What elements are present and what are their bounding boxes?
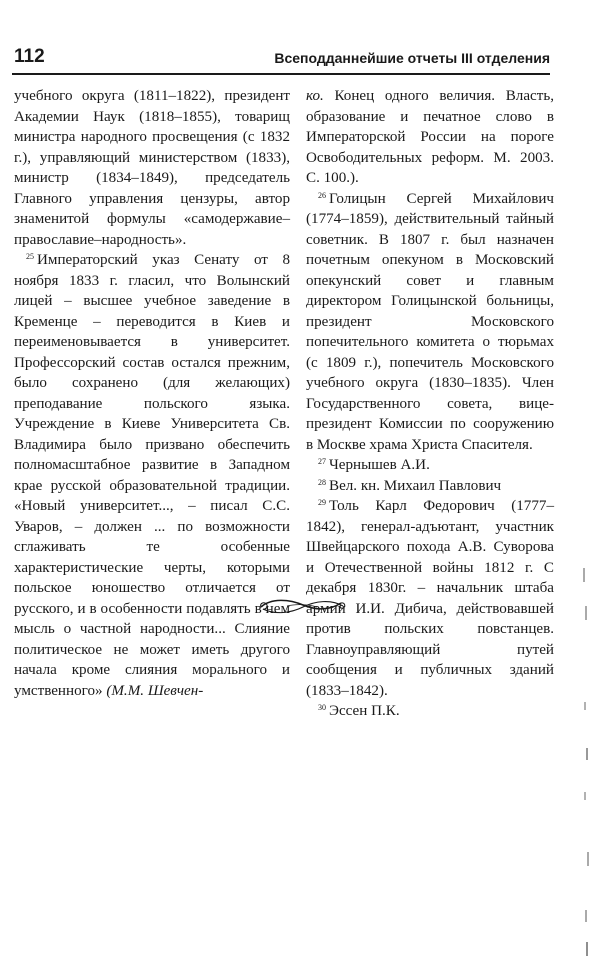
footnote-text: Вел. кн. Михаил Павлович [329, 477, 502, 494]
footnote-27 [306, 455, 554, 476]
footnote-text: Толь Карл Федорович (1777–1842), генерал-адъютант, участник Швейцарского похода А.В. Суворова и Отечественной войны 1812 г. С декабря 1830г. – начальник штаба армии И.И. Дибича, действовавшей против польских повстанцев. Главноуправляющий путей сообщения и публичных зданий (1833–1842). [306, 498, 554, 699]
footnote-text: Императорский указ Сенату от 8 ноября 1833 г. гласил, что Волынский лицей – высшее учебное заведение в Кременце – переводится в Киев и переименовывается в университет. Профессорский состав остался прежним, было сохранено (для желающих) преподавание польского языка. Учреждение в Киеве Университета Св. Владимира было призвано обеспечить полномасштабное развитие в Западном крае русской образовательной традиции. «Новый университет..., – писал С.С. Уваров, – должен ... по возможности сглаживать те особенные характеристические черты, которыми польское юношество отличается от русского, и в особенности подавлять в нем мысль о частной народности... Слияние политическое не может иметь другого начала кроме слияния морального и умственного» [14, 252, 290, 699]
left-column [14, 86, 290, 701]
header-divider [12, 73, 550, 75]
footnote-marker: 28 [318, 477, 326, 487]
footnote-text: Голицын Сергей Михайлович (1774–1859), действительный тайный советник. В 1807 г. был назначен почетным опекуном в Московский опекунский совет и главным директором Голицынской больницы, президент Московского попечительного комитета о тюрьмах (с 1809 г.), попечитель Московского учебного округа (1830–1835). Член Государственного совета, вице-президент Комиссии по сооружению в Москве храма Христа Спасителя. [306, 190, 554, 453]
page-number: 112 [14, 46, 45, 67]
footnote-marker: 30 [318, 703, 326, 712]
footnote-marker: 29 [318, 498, 326, 507]
right-column [306, 86, 554, 722]
footnote-text: Эссен П.К. [329, 703, 400, 719]
footnote-marker: 27 [318, 457, 326, 466]
footnote-citation-text: Конец одного величия. Власть, образование и печатное слово в Императорской России на пороге Освободительных реформ. М. 2003. С. 100.). [306, 88, 554, 186]
footnote-text: Чернышев А.И. [329, 457, 430, 473]
footnote-citation-author-end: ко. [306, 88, 324, 104]
paragraph-continuation: учебного округа (1811–1822), президент Академии Наук (1818–1855), товарищ министра народного просвещения (с 1832 г.), управляющий министерством (1833), министр (1834–1849), председатель Главного управления цензуры, автор знаменитой формулы «самодержавие–православие–народность». [14, 88, 290, 248]
footnote-marker: 26 [318, 190, 326, 200]
flourish-ornament-icon [257, 593, 347, 619]
footnote-26 [306, 189, 554, 456]
footnote-25 [14, 250, 290, 701]
footnote-30 [306, 701, 554, 722]
footnote-25-continuation [306, 86, 554, 189]
footnote-28 [306, 476, 554, 497]
footnote-citation-author: (М.М. Шевчен- [106, 682, 204, 699]
scan-edge-artifacts [579, 560, 593, 960]
running-header-title: Всеподданнейшие отчеты III отделения [274, 50, 550, 66]
footnote-marker: 25 [26, 252, 34, 261]
